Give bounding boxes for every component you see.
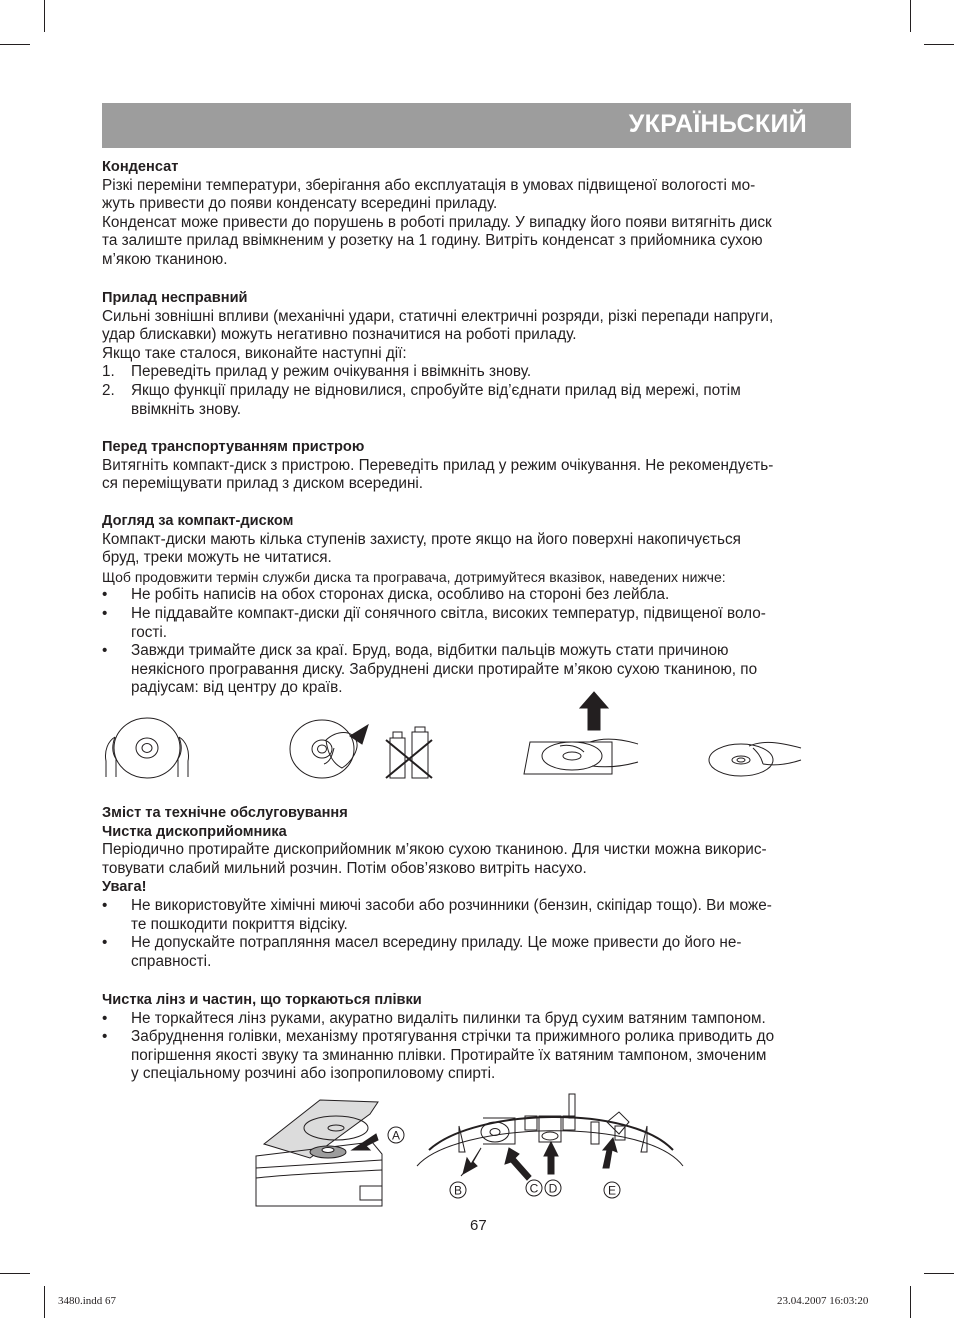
- text-line: Переведіть прилад у режим очікування і ввімкніть знову.: [131, 363, 532, 381]
- bullet: •: [102, 586, 108, 604]
- list-item: [102, 363, 854, 382]
- crop-mark: [924, 44, 954, 45]
- section-heading: Чистка лінз и частин, що торкаються плівки: [102, 992, 422, 1008]
- text-line: Не допускайте потрапляння масел всередину приладу. Це може привести до його не-: [131, 934, 742, 952]
- section-heading: Догляд за компакт-диском: [102, 513, 294, 529]
- bullet-list: [102, 897, 854, 971]
- bullet: •: [102, 642, 108, 660]
- text-line: Різкі переміни температури, зберігання або експлуатація в умовах підвищеної вологості мо-: [102, 176, 756, 194]
- text-line: справності.: [131, 952, 212, 970]
- text-line: Не торкайтеся лінз руками, акуратно видаліть пилинки та бруд сухим ватяним тампоном.: [131, 1009, 766, 1027]
- callout-letter-a: A: [391, 1128, 401, 1143]
- text-line: неякісного програвання диску. Забруднені диски протирайте м’якою сухою тканиною, по: [131, 660, 758, 678]
- list-item: [102, 934, 854, 971]
- footer-file-info: 3480.indd 67: [58, 1295, 117, 1307]
- crop-mark: [910, 0, 911, 32]
- section-heading: Перед транспортуванням пристрою: [102, 439, 365, 455]
- section-heading: Прилад несправний: [102, 290, 248, 306]
- cd-compartment-illustration: [250, 1094, 415, 1210]
- bullet: •: [102, 896, 108, 914]
- hold-disc-edges-illustration: [100, 715, 210, 780]
- text-line: та залиште прилад ввімкненим у розетку на 1 годину. Витріть конденсат з прийомника сухою: [102, 232, 763, 250]
- crop-mark: [910, 1286, 911, 1318]
- section-heading: Конденсат: [102, 159, 179, 175]
- text-line: м’якою тканиною.: [102, 250, 228, 268]
- text-line: Якщо таке сталося, виконайте наступні дії:: [102, 344, 407, 362]
- section-cd-care: [102, 512, 854, 698]
- crop-mark: [924, 1273, 954, 1274]
- text-line: Забруднення голівки, механізму протягування стрічки та прижимного ролика приводить до: [131, 1028, 775, 1046]
- callout-letter-c: C: [529, 1181, 539, 1196]
- warning-label: Увага!: [102, 879, 147, 896]
- text-line: товувати слабий мильний розчин. Потім обов’язково витріть насухо.: [102, 859, 587, 877]
- text-line: те пошкодити покриття відсіку.: [131, 915, 348, 933]
- list-item: [102, 897, 854, 934]
- insert-disc-illustration: [520, 690, 645, 778]
- footer-timestamp: 23.04.2007 16:03:20: [777, 1295, 869, 1307]
- text-line: Не піддавайте компакт-диски дії сонячного світла, високих температур, підвищеної воло-: [131, 604, 766, 622]
- text-line: Щоб продовжити термін служби диска та програвача, дотримуйтеся вказівок, наведених нижче:: [102, 568, 726, 585]
- crop-mark: [44, 1286, 45, 1318]
- text-line: радіусам: від центру до країв.: [131, 679, 343, 697]
- bullet-list: [102, 586, 854, 698]
- section-heading: Зміст та технічне обслуговування: [102, 805, 348, 821]
- list-item: [102, 605, 854, 642]
- step-number: 2.: [102, 381, 115, 399]
- language-title: УКРАЇНЬСКИЙ: [628, 110, 807, 138]
- text-line: Витягніть компакт-диск з пристрою. Переведіть прилад у режим очікування. Не рекомендуєть-: [102, 456, 774, 474]
- bullet: •: [102, 1028, 108, 1046]
- section-lens-cleaning: [102, 991, 854, 1084]
- section-maintenance: [102, 804, 854, 971]
- wipe-disc-illustration: [282, 718, 437, 783]
- section-transport: [102, 438, 854, 494]
- page-number: 67: [470, 1217, 487, 1234]
- text-line: ввімкніть знову.: [131, 400, 242, 418]
- tape-mechanism-illustration: [415, 1092, 687, 1206]
- step-number: 1.: [102, 363, 115, 381]
- crop-mark: [0, 1273, 30, 1274]
- text-line: Не робіть написів на обох сторонах диска, особливо на стороні без лейбла.: [131, 586, 670, 604]
- text-line: Компакт-диски мають кілька ступенів захисту, проте якщо на його поверхні накопичується: [102, 530, 741, 548]
- callout-letter-d: D: [548, 1181, 558, 1196]
- callout-letter-e: E: [607, 1183, 617, 1198]
- text-line: удар блискавки) можуть негативно позначитися на роботі приладу.: [102, 326, 577, 344]
- bullet: •: [102, 1009, 108, 1027]
- crop-mark: [44, 0, 45, 32]
- steps-list: [102, 363, 854, 419]
- language-header-bar: [102, 103, 851, 148]
- text-line: гості.: [131, 623, 168, 641]
- text-line: ся переміщувати прилад з диском всередині.: [102, 475, 424, 493]
- text-line: погіршення якості звуку та зминанню плівки. Протирайте їх ватяним тампоном, змоченим: [131, 1046, 767, 1064]
- callout-letter-b: B: [453, 1183, 463, 1198]
- bullet: •: [102, 604, 108, 622]
- text-line: бруд, треки можуть не читатися.: [102, 549, 332, 567]
- bullet: •: [102, 934, 108, 952]
- text-line: Якщо функції приладу не відновилися, спробуйте від’єднати прилад від мережі, потім: [131, 381, 741, 399]
- bullet-list: [102, 1010, 854, 1084]
- hold-disc-hand-illustration: [703, 728, 805, 780]
- text-line: Завжди тримайте диск за краї. Бруд, вода, відбитки пальців можуть стати причиною: [131, 642, 729, 660]
- text-line: жуть привести до появи конденсату всередині приладу.: [102, 195, 498, 213]
- text-line: Сильні зовнішні впливи (механічні удари, статичні електричні розряди, різкі перепади напруги,: [102, 307, 774, 325]
- text-line: Періодично протирайте дископрийомник м’якою сухою тканиною. Для чистки можна викорис-: [102, 841, 767, 859]
- section-condensate: [102, 158, 854, 270]
- list-item: [102, 382, 854, 419]
- list-item: [102, 586, 854, 605]
- crop-mark: [0, 44, 30, 45]
- text-line: у спеціальному розчині або ізопропиловому спирті.: [131, 1065, 496, 1083]
- list-item: [102, 1010, 854, 1029]
- text-line: Конденсат може привести до порушень в роботі приладу. У випадку його появи витягніть диск: [102, 213, 772, 231]
- section-malfunction: [102, 289, 854, 419]
- text-line: Не використовуйте хімічні миючі засоби або розчинники (бензин, скіпідар тощо). Ви може-: [131, 896, 772, 914]
- section-subheading: Чистка дископрийомника: [102, 823, 287, 840]
- list-item: [102, 642, 854, 698]
- list-item: [102, 1028, 854, 1084]
